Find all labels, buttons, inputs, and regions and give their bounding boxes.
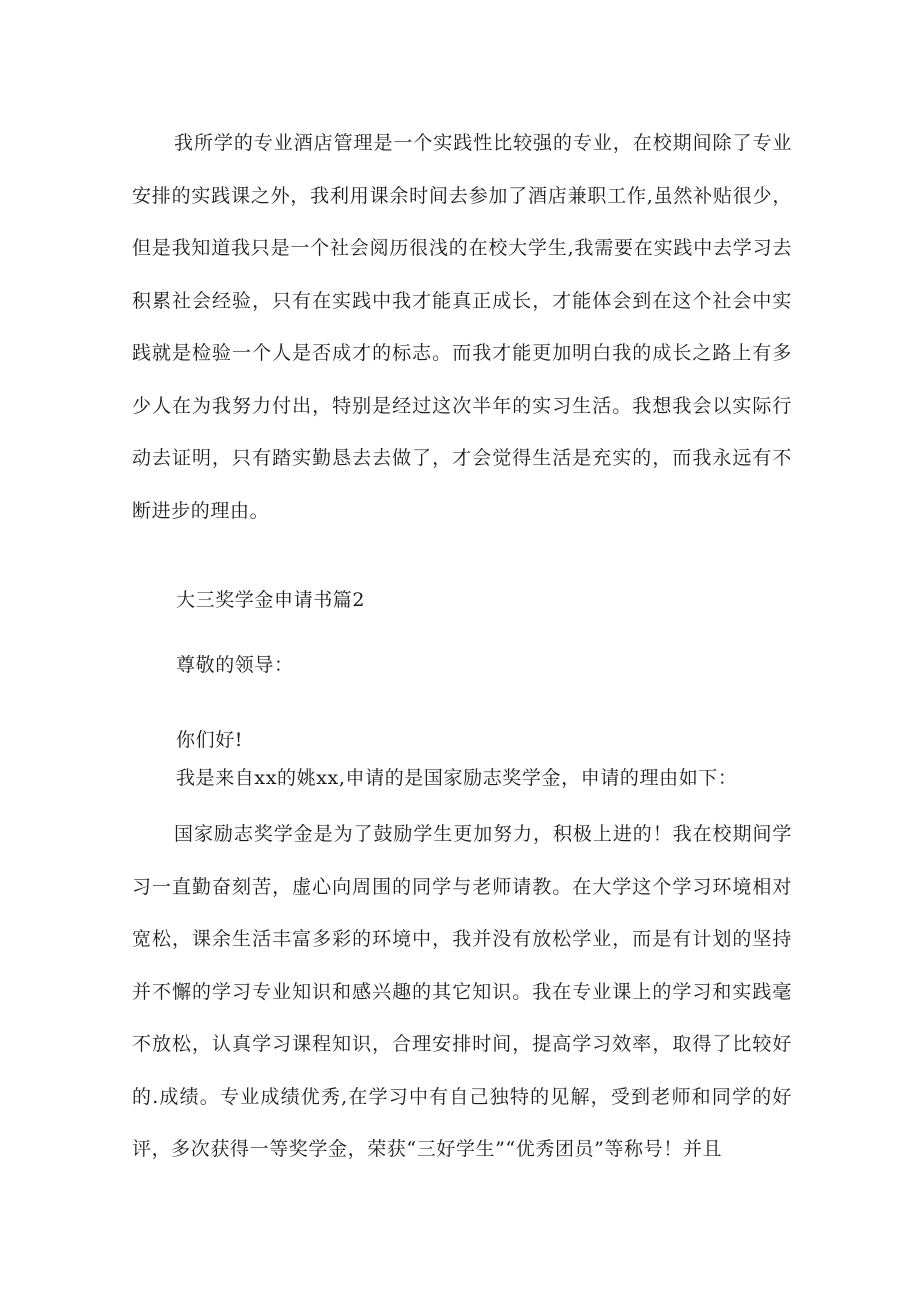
section-heading: 大三奖学金申请书篇2	[176, 589, 366, 611]
intro-line: 我是来自xx的姚xx,申请的是国家励志奖学金，申请的理由如下：	[176, 767, 738, 789]
body-paragraph-1: 我所学的专业酒店管理是一个实践性比较强的专业，在校期间除了专业安排的实践课之外，我利用课余时间去参加了酒店兼职工作,虽然补贴很少，但是我知道我只是一个社会阅历很浅的在校大学生,我需要在实践中去学习去积累社会经验，只有在实践中我才能真正成长，才能体会到在这个社会中实践就是检验一个人是否成才的标志。而我才能更加明白我的成长之路上有多少人在为我努力付出，特别是经过这次半年的实习生活。我想我会以实际行动去证明，只有踏实勤恳去去做了，才会觉得生活是充实的，而我永远有不断进步的理由。	[132, 132, 792, 522]
body-paragraph-2: 国家励志奖学金是为了鼓励学生更加努力，积极上进的！我在校期间学习一直勤奋刻苦，虚心向周围的同学与老师请教。在大学这个学习环境相对宽松，课余生活丰富多彩的环境中，我并没有放松学业，而是有计划的坚持并不懈的学习专业知识和感兴趣的其它知识。我在专业课上的学习和实践毫不放松，认真学习课程知识，合理安排时间，提高学习效率，取得了比较好的.成绩。专业成绩优秀,在学习中有自己独特的见解，受到老师和同学的好评，多次获得一等奖学金，荣获“三好学生”“优秀团员”等称号！并且	[132, 823, 792, 1160]
salutation: 尊敬的领导：	[176, 654, 294, 676]
greeting: 你们好!	[176, 729, 244, 751]
